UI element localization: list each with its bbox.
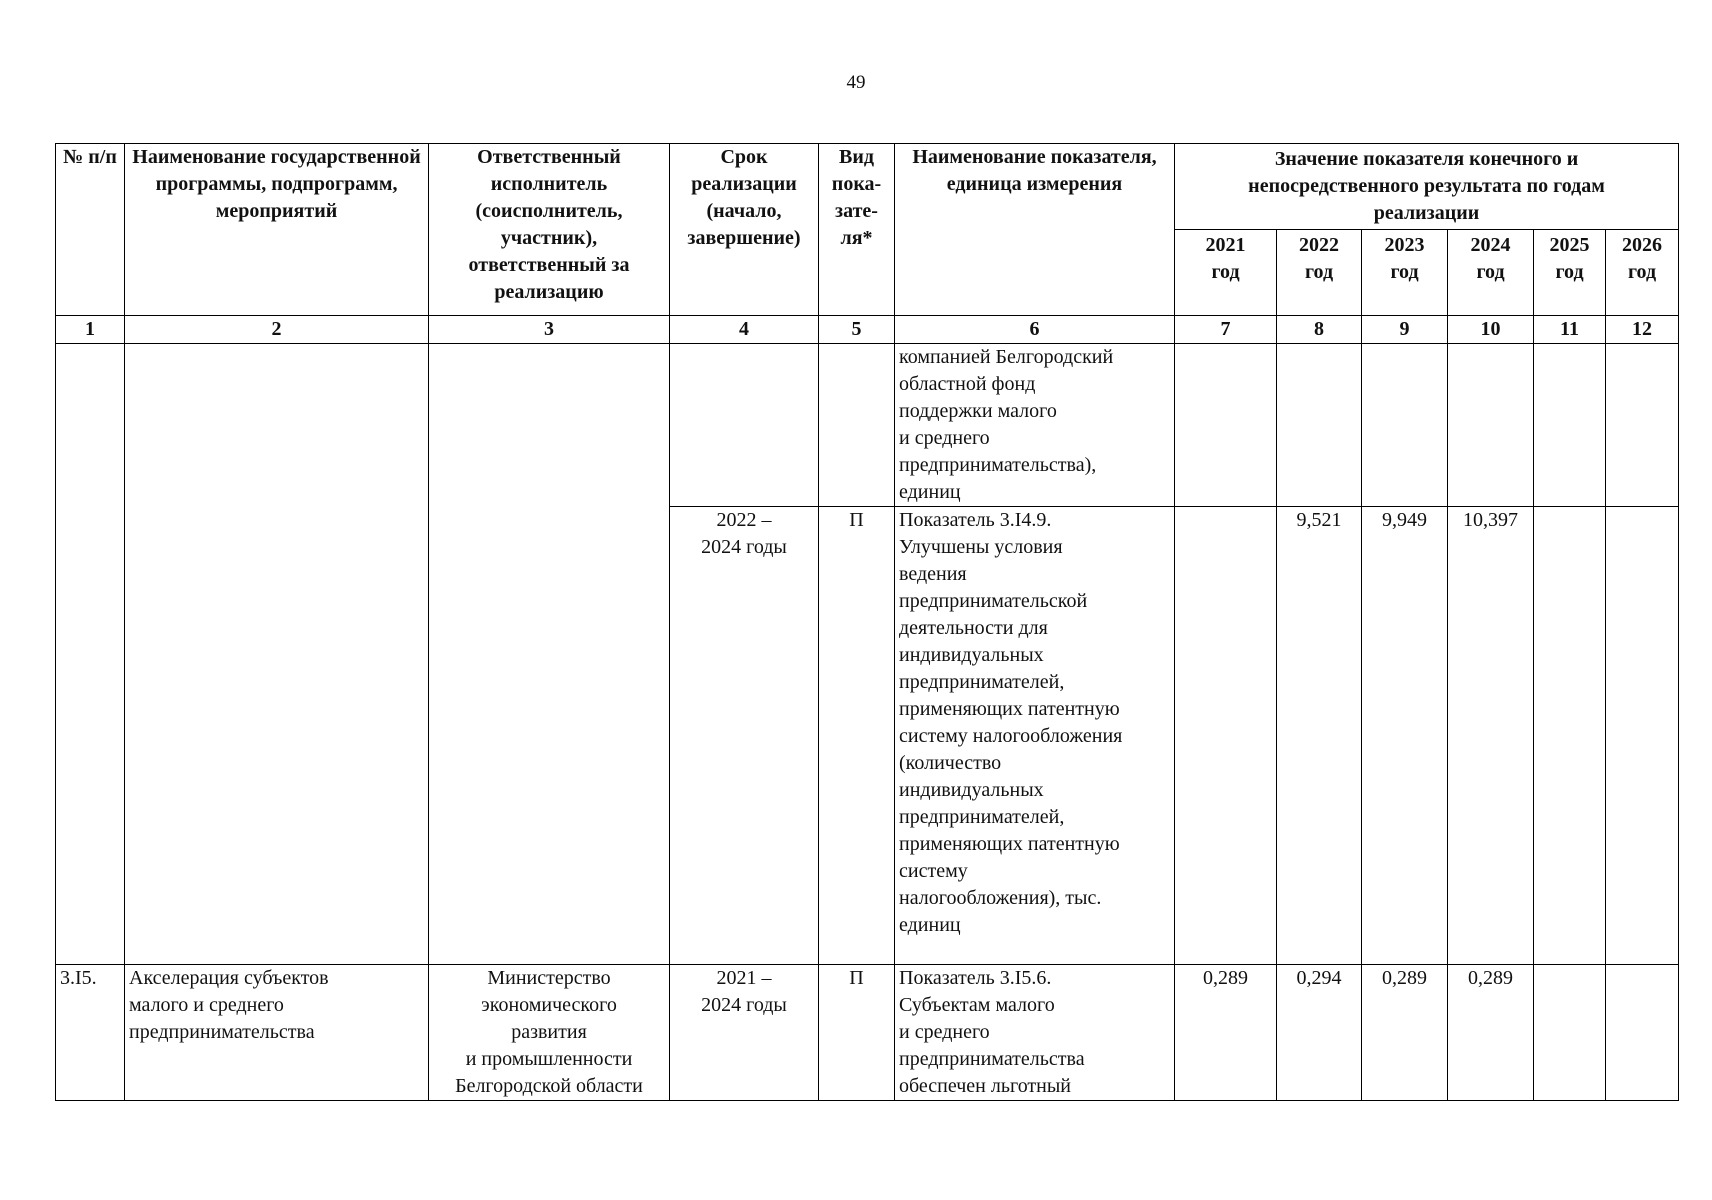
period-line: 2021 – <box>716 967 772 989</box>
year-unit: год <box>1627 261 1657 283</box>
cell-period <box>670 344 819 507</box>
header-year-2021 <box>1175 230 1277 316</box>
indicator-line: и среднего <box>899 427 990 449</box>
year-unit: год <box>1390 261 1419 283</box>
year-number: 2024 <box>1470 234 1511 256</box>
year-unit: год <box>1476 261 1505 283</box>
year-number: 2025 <box>1549 234 1590 256</box>
responsible-line: развития <box>511 1021 587 1043</box>
header-year-2024 <box>1448 230 1534 316</box>
cell-number: 3.I5. <box>56 965 125 1101</box>
cell-value-2021 <box>1175 344 1277 507</box>
indicator-line: применяющих патентную <box>899 833 1120 855</box>
column-number: 5 <box>819 316 895 344</box>
cell-value-2026 <box>1606 507 1679 965</box>
header-year-2022 <box>1277 230 1362 316</box>
cell-value-2021 <box>1175 507 1277 965</box>
indicator-line: систему <box>899 860 968 882</box>
indicators-table <box>55 143 1679 1101</box>
indicator-line: поддержки малого <box>899 400 1057 422</box>
period-line: 2024 годы <box>701 536 787 558</box>
year-unit: год <box>1304 261 1334 283</box>
indicator-line: деятельности для <box>899 617 1048 639</box>
indicator-line: обеспечен льготный <box>899 1075 1072 1097</box>
indicator-line: индивидуальных <box>899 644 1044 666</box>
cell-value-2023 <box>1362 344 1448 507</box>
responsible-line: экономического <box>481 994 617 1016</box>
responsible-line: и промышленности <box>465 1048 633 1070</box>
header-values-group: Значение показателя конечного и непосредственного результата по годам реализации <box>1175 144 1679 230</box>
cell-value-2024 <box>1448 344 1534 507</box>
header-indicator-type <box>819 144 895 316</box>
cell-value-2022: 0,294 <box>1277 965 1362 1101</box>
header-period: Срок реализации (начало, завершение) <box>670 144 819 316</box>
table-row <box>56 344 1679 507</box>
cell-program-name <box>125 344 429 965</box>
column-number: 2 <box>125 316 429 344</box>
indicator-line: предпринимателей, <box>899 671 1065 693</box>
cell-responsible <box>429 344 670 965</box>
cell-indicator-type <box>819 344 895 507</box>
program-line: малого и среднего <box>129 994 284 1016</box>
indicator-line: компанией Белгородский <box>899 346 1114 368</box>
header-program-name: Наименование государственной программы, подпрограмм, мероприятий <box>125 144 429 316</box>
column-number: 3 <box>429 316 670 344</box>
year-unit: год <box>1211 261 1240 283</box>
cell-value-2022: 9,521 <box>1277 507 1362 965</box>
header-year-2023 <box>1362 230 1448 316</box>
indicator-line: систему налогообложения <box>899 725 1123 747</box>
program-line: предпринимательства <box>129 1021 315 1043</box>
column-number: 8 <box>1277 316 1362 344</box>
year-number: 2023 <box>1384 234 1425 256</box>
column-number: 10 <box>1448 316 1534 344</box>
header-indicator-type-line: пока- <box>831 173 882 195</box>
cell-value-2025 <box>1534 344 1606 507</box>
cell-value-2026 <box>1606 965 1679 1101</box>
header-indicator-type-line: ля* <box>840 227 873 249</box>
column-number: 9 <box>1362 316 1448 344</box>
cell-value-2024: 0,289 <box>1448 965 1534 1101</box>
cell-value-2023: 0,289 <box>1362 965 1448 1101</box>
cell-value-2021: 0,289 <box>1175 965 1277 1101</box>
header-indicator-type-line: зате- <box>835 200 878 222</box>
period-line: 2022 – <box>716 509 772 531</box>
column-numbers-row <box>56 316 1679 344</box>
year-number: 2022 <box>1299 234 1339 256</box>
responsible-line: Белгородской области <box>455 1075 643 1097</box>
cell-indicator-name <box>895 965 1175 1101</box>
column-number: 4 <box>670 316 819 344</box>
column-number: 12 <box>1606 316 1679 344</box>
indicator-line: предпринимательства), <box>899 454 1097 476</box>
header-year-2025 <box>1534 230 1606 316</box>
cell-value-2025 <box>1534 965 1606 1101</box>
header-responsible: Ответственный исполнитель (соисполнитель, участник), ответственный за реализацию <box>429 144 670 316</box>
indicator-line: применяющих патентную <box>899 698 1120 720</box>
indicator-line: и среднего <box>899 1021 990 1043</box>
year-number: 2026 <box>1622 234 1663 256</box>
table-row <box>56 965 1679 1101</box>
indicator-line: областной фонд <box>899 373 1036 395</box>
period-line: 2024 годы <box>701 994 787 1016</box>
year-unit: год <box>1555 261 1584 283</box>
header-year-2026 <box>1606 230 1679 316</box>
cell-value-2023: 9,949 <box>1362 507 1448 965</box>
header-indicator-type-line: Вид <box>839 146 874 168</box>
column-number: 1 <box>56 316 125 344</box>
indicator-line: налогообложения), тыс. <box>899 887 1102 909</box>
indicator-line: Субъектам малого <box>899 994 1055 1016</box>
indicator-line: единиц <box>899 914 961 936</box>
cell-period <box>670 965 819 1101</box>
cell-value-2022 <box>1277 344 1362 507</box>
cell-indicator-type: П <box>819 507 895 965</box>
indicator-line: Показатель 3.I4.9. <box>899 509 1052 531</box>
program-line: Акселерация субъектов <box>129 967 329 989</box>
indicator-line: индивидуальных <box>899 779 1044 801</box>
responsible-line: Министерство <box>487 967 611 989</box>
indicator-line: ведения <box>899 563 967 585</box>
indicator-line: предпринимательства <box>899 1048 1085 1070</box>
indicator-line: предпринимательской <box>899 590 1088 612</box>
column-number: 11 <box>1534 316 1606 344</box>
cell-indicator-type: П <box>819 965 895 1101</box>
indicator-line: (количество <box>899 752 1002 774</box>
header-indicator-name: Наименование показателя, единица измерения <box>895 144 1175 316</box>
cell-program-name <box>125 965 429 1101</box>
column-number: 6 <box>895 316 1175 344</box>
year-number: 2021 <box>1205 234 1246 256</box>
cell-value-2025 <box>1534 507 1606 965</box>
cell-indicator-name <box>895 507 1175 965</box>
cell-indicator-name <box>895 344 1175 507</box>
cell-value-2026 <box>1606 344 1679 507</box>
cell-responsible <box>429 965 670 1101</box>
indicator-line: предпринимателей, <box>899 806 1065 828</box>
indicator-line: единиц <box>899 481 961 503</box>
column-number: 7 <box>1175 316 1277 344</box>
page-number: 49 <box>846 72 866 93</box>
cell-value-2024: 10,397 <box>1448 507 1534 965</box>
indicator-line: Показатель 3.I5.6. <box>899 967 1052 989</box>
header-number: № п/п <box>56 144 125 316</box>
cell-period <box>670 507 819 965</box>
cell-number <box>56 344 125 965</box>
indicator-line: Улучшены условия <box>899 536 1063 558</box>
